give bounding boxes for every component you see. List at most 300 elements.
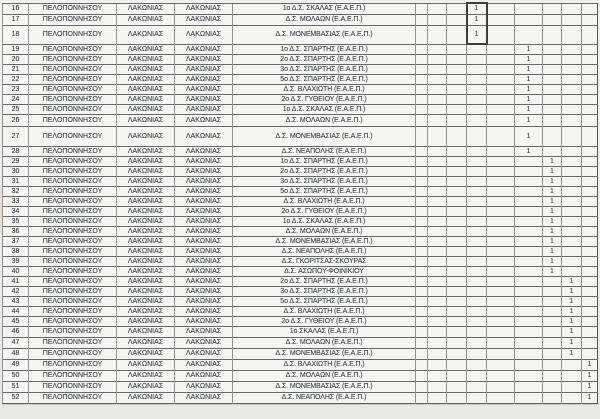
mark-cell: 1 — [543, 226, 562, 236]
empty-value-cell — [582, 326, 598, 337]
empty-value-cell — [428, 359, 447, 370]
mark-cell: 1 — [467, 3, 487, 14]
prefecture-cell: ΛΑΚΩΝΙΑΣ — [117, 337, 175, 348]
empty-value-cell — [543, 114, 562, 126]
table-row — [3, 246, 598, 256]
prefecture-cell: ΛΑΚΩΝΙΑΣ — [117, 84, 175, 94]
school-name-cell: Δ.Σ. ΜΟΛΑΩΝ (Ε.Α.Ε.Π.) — [233, 337, 416, 348]
empty-value-cell — [562, 266, 582, 276]
region-cell: ΠΕΛΟΠΟΝΝΗΣΟΥ — [29, 64, 117, 74]
empty-value-cell — [428, 296, 447, 306]
empty-value-cell — [543, 337, 562, 348]
empty-value-cell — [447, 316, 467, 326]
empty-value-cell — [582, 114, 598, 126]
empty-value-cell — [487, 286, 515, 296]
empty-value-cell — [447, 206, 467, 216]
municipality-cell: ΛΑΚΩΝΙΑΣ — [175, 176, 233, 186]
empty-value-cell — [447, 256, 467, 266]
municipality-cell: ΛΑΚΩΝΙΑΣ — [175, 74, 233, 84]
prefecture-cell: ΛΑΚΩΝΙΑΣ — [117, 348, 175, 359]
mark-cell: 1 — [467, 14, 487, 25]
school-name-cell: Δ.Σ. ΜΟΝΕΜΒΑΣΙΑΣ (Ε.Α.Ε.Π.) — [233, 25, 416, 44]
prefecture-cell: ΛΑΚΩΝΙΑΣ — [117, 114, 175, 126]
empty-value-cell — [447, 25, 467, 44]
mark-cell: 1 — [582, 359, 598, 370]
prefecture-cell: ΛΑΚΩΝΙΑΣ — [117, 206, 175, 216]
municipality-cell: ΛΑΚΩΝΙΑΣ — [175, 186, 233, 196]
empty-value-cell — [562, 206, 582, 216]
row-number-cell: 45 — [3, 316, 29, 326]
empty-value-cell — [582, 104, 598, 114]
empty-value-cell — [543, 146, 562, 156]
empty-value-cell — [543, 94, 562, 104]
row-number-cell: 30 — [3, 166, 29, 176]
region-cell: ΠΕΛΟΠΟΝΝΗΣΟΥ — [29, 25, 117, 44]
empty-value-cell — [515, 286, 543, 296]
empty-value-cell — [447, 114, 467, 126]
empty-value-cell — [515, 326, 543, 337]
region-cell: ΠΕΛΟΠΟΝΝΗΣΟΥ — [29, 306, 117, 316]
mark-cell: 1 — [515, 146, 543, 156]
school-name-cell: 2ο Δ.Σ. ΣΠΑΡΤΗΣ (Ε.Α.Ε.Π.) — [233, 54, 416, 64]
empty-value-cell — [447, 226, 467, 236]
empty-value-cell — [467, 104, 487, 114]
empty-value-cell — [467, 276, 487, 286]
row-number-cell: 38 — [3, 246, 29, 256]
row-number-cell: 16 — [3, 3, 29, 14]
empty-value-cell — [467, 359, 487, 370]
empty-value-cell — [487, 337, 515, 348]
table-row — [3, 166, 598, 176]
row-number-cell: 29 — [3, 156, 29, 166]
empty-value-cell — [543, 296, 562, 306]
empty-value-cell — [467, 64, 487, 74]
empty-value-cell — [428, 236, 447, 246]
row-number-cell: 27 — [3, 126, 29, 146]
empty-value-cell — [416, 64, 428, 74]
mark-cell: 1 — [515, 74, 543, 84]
region-cell: ΠΕΛΟΠΟΝΝΗΣΟΥ — [29, 126, 117, 146]
mark-cell: 1 — [562, 306, 582, 316]
table-row — [3, 64, 598, 74]
row-number-cell: 22 — [3, 74, 29, 84]
empty-value-cell — [487, 176, 515, 186]
empty-value-cell — [428, 14, 447, 25]
empty-value-cell — [543, 326, 562, 337]
region-cell: ΠΕΛΟΠΟΝΝΗΣΟΥ — [29, 337, 117, 348]
empty-value-cell — [515, 166, 543, 176]
school-name-cell: 5ο Δ.Σ. ΣΠΑΡΤΗΣ (Ε.Α.Ε.Π.) — [233, 186, 416, 196]
empty-value-cell — [467, 126, 487, 146]
school-name-cell: 2ο Δ.Σ. ΣΠΑΡΤΗΣ (Ε.Α.Ε.Π.) — [233, 276, 416, 286]
empty-value-cell — [467, 316, 487, 326]
school-name-cell: 2ο Δ.Σ. ΓΥΘΕΙΟΥ (Ε.Α.Ε.Π.) — [233, 206, 416, 216]
prefecture-cell: ΛΑΚΩΝΙΑΣ — [117, 166, 175, 176]
school-name-cell: 3ο Δ.Σ. ΣΠΑΡΤΗΣ (Ε.Α.Ε.Π.) — [233, 64, 416, 74]
prefecture-cell: ΛΑΚΩΝΙΑΣ — [117, 296, 175, 306]
empty-value-cell — [428, 246, 447, 256]
municipality-cell: ΛΑΚΩΝΙΑΣ — [175, 206, 233, 216]
school-name-cell: 1ο Δ.Σ. ΣΚΑΛΑΣ (Ε.Α.Ε.Π.) — [233, 216, 416, 226]
school-name-cell: 3ο Δ.Σ. ΣΠΑΡΤΗΣ (Ε.Α.Ε.Π.) — [233, 176, 416, 186]
empty-value-cell — [428, 3, 447, 14]
empty-value-cell — [515, 266, 543, 276]
empty-value-cell — [562, 196, 582, 206]
empty-value-cell — [467, 256, 487, 266]
prefecture-cell: ΛΑΚΩΝΙΑΣ — [117, 359, 175, 370]
empty-value-cell — [562, 3, 582, 14]
region-cell: ΠΕΛΟΠΟΝΝΗΣΟΥ — [29, 359, 117, 370]
empty-value-cell — [428, 286, 447, 296]
empty-value-cell — [447, 3, 467, 14]
empty-value-cell — [543, 84, 562, 94]
mark-cell: 1 — [562, 316, 582, 326]
row-number-cell: 48 — [3, 348, 29, 359]
empty-value-cell — [582, 166, 598, 176]
empty-value-cell — [447, 306, 467, 316]
empty-value-cell — [515, 316, 543, 326]
region-cell: ΠΕΛΟΠΟΝΝΗΣΟΥ — [29, 44, 117, 54]
table-row — [3, 348, 598, 359]
empty-value-cell — [447, 146, 467, 156]
empty-value-cell — [543, 14, 562, 25]
table-row — [3, 326, 598, 337]
mark-cell: 1 — [515, 114, 543, 126]
school-name-cell: Δ.Σ. ΜΟΝΕΜΒΑΣΙΑΣ (Ε.Α.Ε.Π.) — [233, 348, 416, 359]
empty-value-cell — [467, 348, 487, 359]
school-name-cell: 1ο Δ.Σ. ΣΚΑΛΑΣ (Ε.Α.Ε.Π.) — [233, 104, 416, 114]
empty-value-cell — [428, 196, 447, 206]
empty-value-cell — [416, 306, 428, 316]
region-cell: ΠΕΛΟΠΟΝΝΗΣΟΥ — [29, 348, 117, 359]
region-cell: ΠΕΛΟΠΟΝΝΗΣΟΥ — [29, 104, 117, 114]
empty-value-cell — [515, 186, 543, 196]
school-name-cell: 5ο Δ.Σ. ΣΠΑΡΤΗΣ (Ε.Α.Ε.Π.) — [233, 296, 416, 306]
empty-value-cell — [487, 54, 515, 64]
empty-value-cell — [447, 392, 467, 403]
region-cell: ΠΕΛΟΠΟΝΝΗΣΟΥ — [29, 146, 117, 156]
row-number-cell: 20 — [3, 54, 29, 64]
empty-value-cell — [515, 236, 543, 246]
empty-value-cell — [428, 126, 447, 146]
row-number-cell: 23 — [3, 84, 29, 94]
municipality-cell: ΛΑΚΩΝΙΑΣ — [175, 326, 233, 337]
empty-value-cell — [582, 3, 598, 14]
mark-cell: 1 — [543, 256, 562, 266]
empty-value-cell — [428, 337, 447, 348]
school-name-cell: 2ο Δ.Σ. ΓΥΘΕΙΟΥ (Ε.Α.Ε.Π.) — [233, 316, 416, 326]
table-row — [3, 146, 598, 156]
empty-value-cell — [416, 44, 428, 54]
empty-value-cell — [487, 44, 515, 54]
table-row — [3, 196, 598, 206]
prefecture-cell: ΛΑΚΩΝΙΑΣ — [117, 196, 175, 206]
empty-value-cell — [416, 381, 428, 392]
empty-value-cell — [428, 25, 447, 44]
empty-value-cell — [416, 3, 428, 14]
empty-value-cell — [582, 84, 598, 94]
empty-value-cell — [428, 74, 447, 84]
empty-value-cell — [467, 246, 487, 256]
empty-value-cell — [447, 236, 467, 246]
empty-value-cell — [562, 74, 582, 84]
municipality-cell: ΛΑΚΩΝΙΑΣ — [175, 126, 233, 146]
empty-value-cell — [447, 54, 467, 64]
empty-value-cell — [487, 296, 515, 306]
region-cell: ΠΕΛΟΠΟΝΝΗΣΟΥ — [29, 370, 117, 381]
empty-value-cell — [562, 114, 582, 126]
region-cell: ΠΕΛΟΠΟΝΝΗΣΟΥ — [29, 3, 117, 14]
empty-value-cell — [487, 256, 515, 266]
municipality-cell: ΛΑΚΩΝΙΑΣ — [175, 54, 233, 64]
empty-value-cell — [562, 236, 582, 246]
empty-value-cell — [447, 348, 467, 359]
table-row — [3, 44, 598, 54]
empty-value-cell — [467, 381, 487, 392]
municipality-cell: ΛΑΚΩΝΙΑΣ — [175, 146, 233, 156]
table-body — [3, 3, 598, 403]
prefecture-cell: ΛΑΚΩΝΙΑΣ — [117, 316, 175, 326]
table-row — [3, 206, 598, 216]
empty-value-cell — [447, 104, 467, 114]
empty-value-cell — [562, 392, 582, 403]
empty-value-cell — [467, 226, 487, 236]
municipality-cell: ΛΑΚΩΝΙΑΣ — [175, 25, 233, 44]
empty-value-cell — [562, 94, 582, 104]
empty-value-cell — [416, 296, 428, 306]
row-number-cell: 25 — [3, 104, 29, 114]
empty-value-cell — [416, 25, 428, 44]
row-number-cell: 43 — [3, 296, 29, 306]
empty-value-cell — [447, 216, 467, 226]
region-cell: ΠΕΛΟΠΟΝΝΗΣΟΥ — [29, 226, 117, 236]
school-name-cell: Δ.Σ. ΒΛΑΧΙΩΤΗ (Ε.Α.Ε.Π.) — [233, 359, 416, 370]
empty-value-cell — [543, 126, 562, 146]
empty-value-cell — [467, 44, 487, 54]
empty-value-cell — [428, 146, 447, 156]
table-row — [3, 216, 598, 226]
empty-value-cell — [487, 84, 515, 94]
school-name-cell: Δ.Σ. ΜΟΝΕΜΒΑΣΙΑΣ (Ε.Α.Ε.Π.) — [233, 126, 416, 146]
empty-value-cell — [428, 156, 447, 166]
empty-value-cell — [487, 216, 515, 226]
empty-value-cell — [467, 114, 487, 126]
empty-value-cell — [515, 337, 543, 348]
mark-cell: 1 — [582, 370, 598, 381]
municipality-cell: ΛΑΚΩΝΙΑΣ — [175, 266, 233, 276]
empty-value-cell — [467, 370, 487, 381]
empty-value-cell — [515, 25, 543, 44]
empty-value-cell — [428, 64, 447, 74]
empty-value-cell — [467, 196, 487, 206]
empty-value-cell — [447, 276, 467, 286]
municipality-cell: ΛΑΚΩΝΙΑΣ — [175, 370, 233, 381]
empty-value-cell — [416, 226, 428, 236]
empty-value-cell — [416, 359, 428, 370]
empty-value-cell — [487, 392, 515, 403]
region-cell: ΠΕΛΟΠΟΝΝΗΣΟΥ — [29, 216, 117, 226]
region-cell: ΠΕΛΟΠΟΝΝΗΣΟΥ — [29, 316, 117, 326]
municipality-cell: ΛΑΚΩΝΙΑΣ — [175, 359, 233, 370]
empty-value-cell — [416, 166, 428, 176]
school-name-cell: 5ο Δ.Σ. ΣΠΑΡΤΗΣ (Ε.Α.Ε.Π.) — [233, 74, 416, 84]
mark-cell: 1 — [543, 186, 562, 196]
empty-value-cell — [582, 296, 598, 306]
empty-value-cell — [582, 316, 598, 326]
table-row — [3, 359, 598, 370]
empty-value-cell — [428, 392, 447, 403]
mark-cell: 1 — [582, 381, 598, 392]
empty-value-cell — [416, 326, 428, 337]
region-cell: ΠΕΛΟΠΟΝΝΗΣΟΥ — [29, 54, 117, 64]
prefecture-cell: ΛΑΚΩΝΙΑΣ — [117, 266, 175, 276]
empty-value-cell — [447, 326, 467, 337]
empty-value-cell — [428, 256, 447, 266]
row-number-cell: 44 — [3, 306, 29, 316]
empty-value-cell — [515, 196, 543, 206]
empty-value-cell — [447, 156, 467, 166]
region-cell: ΠΕΛΟΠΟΝΝΗΣΟΥ — [29, 381, 117, 392]
empty-value-cell — [416, 94, 428, 104]
empty-value-cell — [487, 64, 515, 74]
empty-value-cell — [487, 114, 515, 126]
empty-value-cell — [515, 256, 543, 266]
row-number-cell: 26 — [3, 114, 29, 126]
table-row — [3, 14, 598, 25]
school-name-cell: 3ο Δ.Σ. ΣΠΑΡΤΗΣ (Ε.Α.Ε.Π.) — [233, 286, 416, 296]
school-name-cell: 1ο Δ.Σ. ΣΠΑΡΤΗΣ (Ε.Α.Ε.Π.) — [233, 156, 416, 166]
school-name-cell: Δ.Σ. ΒΛΑΧΙΩΤΗ (Ε.Α.Ε.Π.) — [233, 306, 416, 316]
region-cell: ΠΕΛΟΠΟΝΝΗΣΟΥ — [29, 286, 117, 296]
empty-value-cell — [543, 381, 562, 392]
empty-value-cell — [467, 392, 487, 403]
empty-value-cell — [582, 306, 598, 316]
region-cell: ΠΕΛΟΠΟΝΝΗΣΟΥ — [29, 14, 117, 25]
school-name-cell: Δ.Σ. ΜΟΛΑΩΝ (Ε.Α.Ε.Π.) — [233, 226, 416, 236]
empty-value-cell — [416, 256, 428, 266]
empty-value-cell — [487, 236, 515, 246]
empty-value-cell — [582, 236, 598, 246]
empty-value-cell — [467, 74, 487, 84]
empty-value-cell — [487, 156, 515, 166]
empty-value-cell — [416, 14, 428, 25]
region-cell: ΠΕΛΟΠΟΝΝΗΣΟΥ — [29, 296, 117, 306]
municipality-cell: ΛΑΚΩΝΙΑΣ — [175, 256, 233, 266]
row-number-cell: 49 — [3, 359, 29, 370]
municipality-cell: ΛΑΚΩΝΙΑΣ — [175, 236, 233, 246]
empty-value-cell — [467, 337, 487, 348]
empty-value-cell — [582, 186, 598, 196]
school-name-cell: 1ο Δ.Σ. ΣΠΑΡΤΗΣ (Ε.Α.Ε.Π.) — [233, 44, 416, 54]
empty-value-cell — [562, 186, 582, 196]
table-row — [3, 286, 598, 296]
region-cell: ΠΕΛΟΠΟΝΝΗΣΟΥ — [29, 114, 117, 126]
empty-value-cell — [447, 44, 467, 54]
table-row — [3, 381, 598, 392]
mark-cell: 1 — [543, 166, 562, 176]
empty-value-cell — [487, 246, 515, 256]
empty-value-cell — [467, 236, 487, 246]
prefecture-cell: ΛΑΚΩΝΙΑΣ — [117, 104, 175, 114]
municipality-cell: ΛΑΚΩΝΙΑΣ — [175, 337, 233, 348]
school-name-cell: 2ο Δ.Σ. ΣΠΑΡΤΗΣ (Ε.Α.Ε.Π.) — [233, 166, 416, 176]
municipality-cell: ΛΑΚΩΝΙΑΣ — [175, 348, 233, 359]
school-name-cell: Δ.Σ. ΜΟΛΑΩΝ (Ε.Α.Ε.Π.) — [233, 114, 416, 126]
row-number-cell: 34 — [3, 206, 29, 216]
prefecture-cell: ΛΑΚΩΝΙΑΣ — [117, 3, 175, 14]
empty-value-cell — [416, 266, 428, 276]
prefecture-cell: ΛΑΚΩΝΙΑΣ — [117, 25, 175, 44]
empty-value-cell — [467, 206, 487, 216]
empty-value-cell — [543, 359, 562, 370]
empty-value-cell — [428, 326, 447, 337]
empty-value-cell — [428, 54, 447, 64]
region-cell: ΠΕΛΟΠΟΝΝΗΣΟΥ — [29, 326, 117, 337]
municipality-cell: ΛΑΚΩΝΙΑΣ — [175, 392, 233, 403]
empty-value-cell — [416, 236, 428, 246]
empty-value-cell — [428, 370, 447, 381]
empty-value-cell — [487, 74, 515, 84]
row-number-cell: 32 — [3, 186, 29, 196]
empty-value-cell — [562, 381, 582, 392]
empty-value-cell — [562, 54, 582, 64]
prefecture-cell: ΛΑΚΩΝΙΑΣ — [117, 256, 175, 266]
empty-value-cell — [428, 316, 447, 326]
empty-value-cell — [428, 94, 447, 104]
table-row — [3, 186, 598, 196]
empty-value-cell — [515, 276, 543, 286]
empty-value-cell — [487, 126, 515, 146]
mark-cell: 1 — [543, 176, 562, 186]
empty-value-cell — [582, 226, 598, 236]
prefecture-cell: ΛΑΚΩΝΙΑΣ — [117, 276, 175, 286]
empty-value-cell — [428, 176, 447, 186]
municipality-cell: ΛΑΚΩΝΙΑΣ — [175, 104, 233, 114]
empty-value-cell — [447, 196, 467, 206]
empty-value-cell — [467, 176, 487, 186]
mark-cell: 1 — [515, 94, 543, 104]
empty-value-cell — [515, 14, 543, 25]
prefecture-cell: ΛΑΚΩΝΙΑΣ — [117, 44, 175, 54]
prefecture-cell: ΛΑΚΩΝΙΑΣ — [117, 156, 175, 166]
empty-value-cell — [515, 226, 543, 236]
empty-value-cell — [428, 381, 447, 392]
empty-value-cell — [582, 196, 598, 206]
empty-value-cell — [447, 286, 467, 296]
empty-value-cell — [467, 166, 487, 176]
empty-value-cell — [447, 381, 467, 392]
row-number-cell: 31 — [3, 176, 29, 186]
row-number-cell: 42 — [3, 286, 29, 296]
empty-value-cell — [487, 14, 515, 25]
table-row — [3, 236, 598, 246]
empty-value-cell — [428, 104, 447, 114]
school-name-cell: Δ.Σ. ΜΟΛΑΩΝ (Ε.Α.Ε.Π.) — [233, 370, 416, 381]
school-name-cell: Δ.Σ. ΜΟΛΑΩΝ (Ε.Α.Ε.Π.) — [233, 14, 416, 25]
empty-value-cell — [447, 296, 467, 306]
empty-value-cell — [582, 156, 598, 166]
row-number-cell: 50 — [3, 370, 29, 381]
empty-value-cell — [562, 146, 582, 156]
empty-value-cell — [447, 166, 467, 176]
table-row — [3, 306, 598, 316]
region-cell: ΠΕΛΟΠΟΝΝΗΣΟΥ — [29, 196, 117, 206]
prefecture-cell: ΛΑΚΩΝΙΑΣ — [117, 236, 175, 246]
empty-value-cell — [467, 326, 487, 337]
municipality-cell: ΛΑΚΩΝΙΑΣ — [175, 216, 233, 226]
empty-value-cell — [487, 146, 515, 156]
municipality-cell: ΛΑΚΩΝΙΑΣ — [175, 286, 233, 296]
